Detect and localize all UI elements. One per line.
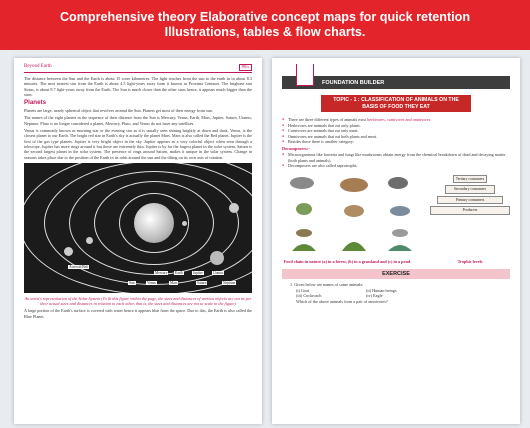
chapter-title: Beyond Earth — [24, 64, 52, 69]
bullet-text: There are three different types of animals exist — [288, 117, 367, 122]
label-mars: Mars — [170, 280, 178, 285]
option-eagle: (iv) Eagle — [366, 293, 383, 299]
trophic-levels-caption: Trophic levels — [457, 258, 483, 264]
figure-caption: An artist's representation of the Solar System (To fit this figure within the page, the sizes and distances of various objects are not as per their actual sizes and distances in relation to each other, that is, the sizes and distances are not to scale in the figure) — [24, 295, 252, 307]
left-page-header — [24, 64, 252, 73]
foundation-builder-bar — [282, 76, 510, 89]
right-page — [272, 58, 520, 424]
solar-system-illustration — [24, 163, 252, 293]
grass-icon — [292, 244, 316, 251]
planet-dot — [210, 251, 224, 265]
food-chain-illustration — [282, 173, 422, 259]
foundation-builder-label: FOUNDATION BUILDER — [322, 80, 385, 86]
insect-icon — [296, 229, 312, 237]
sun-graphic — [134, 203, 174, 243]
eagle-icon — [290, 177, 314, 189]
planet-dot — [182, 221, 187, 226]
label-earth: Earth — [175, 270, 183, 275]
planets-paragraph-3: Venus is commonly known as morning star or the evening star as it is usually seen shining brightly at dawn and dusk. Venus, is the closest planet to our Earth. The bright red star in Earth's sky is actually the planet Mars. Mars is also called the Red planet. Jupiter is the first of the gas type planets. Jupiter is very bright object in the sky. Jupiter appears as a very colorful object when seen through a telescope. Jupiter has more rings around it but these are extremely thin. Jupiter is by far the largest planet in the solar system. Saturn is the second largest planet in the solar system. The presence of rings around Saturn, makes it unique in the solar system. Change in seasons takes place due to the position of the Earth in its orbit around the sun and the tilting on its own axis of rotation. — [24, 128, 252, 160]
pyramid-tier: Producers — [430, 206, 510, 215]
decomposers-heading: Decomposers:- — [282, 145, 310, 151]
blue-planet-paragraph: A large portion of the Earth's surface is covered with water hence it appears blue from the space. Due to this, the Earth is also called the Blue Planet. — [24, 308, 252, 319]
highlighted-terms: herbivores, carnivores and omnivores. — [367, 117, 432, 122]
exercise-bar: EXERCISE — [282, 269, 510, 279]
option-cockroach: (iii) Cockroach — [296, 293, 322, 299]
left-page — [14, 58, 262, 424]
bullet-item: ● Carnivores are animals that eat only meat. — [282, 128, 510, 134]
frog-icon — [296, 203, 312, 215]
bullet-item: ● Microorganisms like bacteria and fungi like mushrooms obtain energy from the chemical breakdown of dead and decaying matter (both plants and animals). — [282, 152, 510, 163]
pyramid-tier: Tertiary consumers — [453, 175, 487, 184]
intro-paragraph: The distance between the Sun and the Earth is about 15 crore kilometres. The light reaches from the sun to the earth in in about 8.3 minutes. The next nearest star from the Earth is about 4.3 light-years away from it known as Proxima Centauri. The brightest star Sirius, is about 8.7 light-years away from the Earth. The Sun is much closer than the other stars hence, it appears much bigger than the stars. — [24, 76, 252, 97]
topic-title: TOPIC - 1 : CLASSIFICATION OF ANIMALS ON THE BASIS OF FOOD THEY EAT — [321, 95, 471, 112]
label-mercury: Mercury — [155, 270, 168, 275]
algae-icon — [388, 245, 412, 251]
planets-paragraph-2: The names of the eight planets in the sequence of their distance from the Sun is Mercury, Venus, Earth, Mars, Jupiter, Saturn, Uranus, Neptune. Pluto is no longer considered a planet, Mercury, Pluto, and Venus do not have any satellites. — [24, 115, 252, 126]
planet-dot — [64, 247, 73, 256]
bullet-item: ● Besides these there is another category: — [282, 139, 510, 145]
label-sun: Sun — [129, 280, 135, 285]
bullet-item: ● Decomposers are also called saprotrophs. — [282, 163, 510, 169]
pyramid-tier: Secondary consumers — [445, 185, 495, 194]
planet-dot — [229, 203, 239, 213]
tadpole-icon — [392, 229, 408, 237]
question-options — [282, 288, 510, 299]
plant-icon — [342, 242, 366, 251]
label-venus: Venus — [147, 280, 156, 285]
label-neptune: Neptune — [223, 280, 236, 285]
label-uranus: Uranus — [213, 270, 224, 275]
planet-dot — [86, 237, 93, 244]
promo-banner — [0, 0, 530, 50]
option-human-beings: (ii) Human beings — [366, 287, 397, 293]
question-1: 1. Given below are names of some animals: — [290, 282, 364, 288]
question-1-prompt: Which of the above animals form a pair of omnivores? — [296, 298, 388, 304]
trophic-pyramid — [430, 175, 510, 217]
bullet-item: ● Omnivores are animals that eat both plants and meat. — [282, 134, 510, 140]
label-asteroid-belt: Asteroid Belt — [69, 264, 89, 269]
beaker-icon — [296, 64, 314, 86]
banner-line-2: Illustrations, tables & flow charts. — [164, 25, 366, 39]
bullet-item: ● Herbivores are animals that eat only plants. — [282, 123, 510, 129]
food-chain-figure — [282, 173, 510, 259]
label-jupiter: Jupiter — [193, 270, 203, 275]
pyramid-tier: Primary consumers — [437, 196, 503, 205]
page-number: #85 — [239, 64, 253, 71]
label-saturn: Saturn — [197, 280, 207, 285]
deer-icon — [344, 205, 364, 217]
planets-paragraph-1: Planets are large, nearly spherical object that revolves around the Sun. Planets get most of their energy from sun. — [24, 108, 213, 114]
fish-icon — [390, 206, 410, 216]
tiger-icon — [340, 178, 368, 192]
banner-line-1: Comprehensive theory Elaborative concept maps for quick retention — [59, 10, 471, 24]
food-chain-caption: Food chain in nature (a) in a forest, (b) in a grassland and (c) in a pond — [283, 258, 411, 264]
planets-heading: Planets — [24, 99, 47, 107]
heron-icon — [388, 177, 408, 189]
option-goat: (i) Goat — [296, 287, 310, 293]
